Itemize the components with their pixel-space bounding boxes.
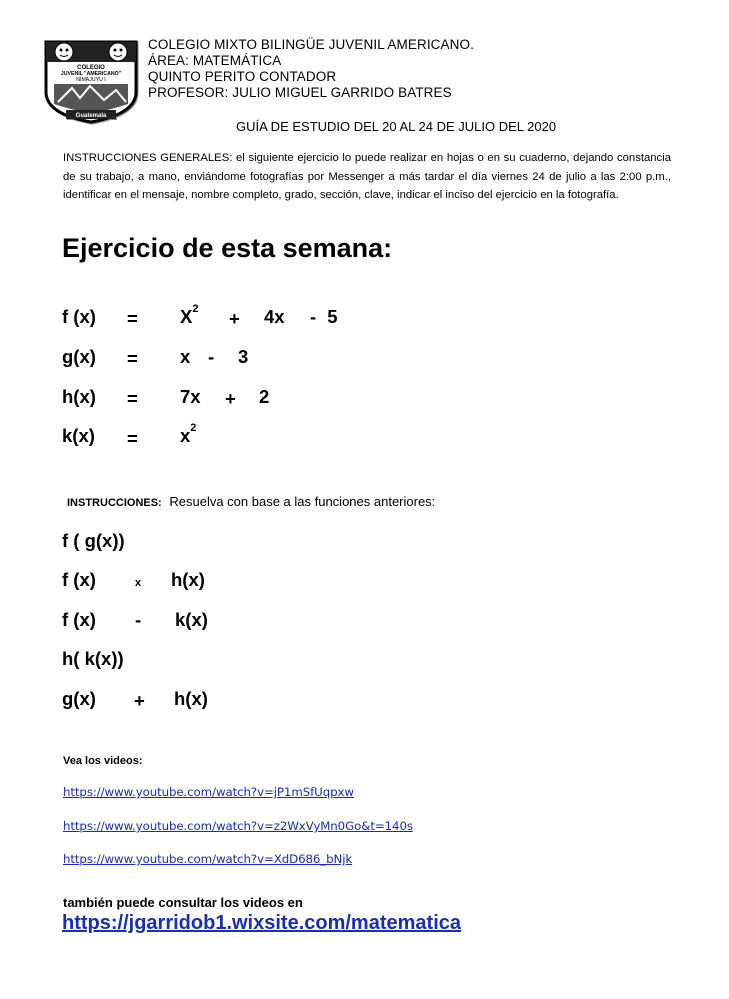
problem-4: h( k(x)) — [62, 648, 124, 669]
site-link[interactable]: https://jgarridob1.wixsite.com/matematica — [62, 912, 461, 934]
guide-title: GUÍA DE ESTUDIO DEL 20 AL 24 DE JULIO DEL 2020 — [236, 119, 557, 134]
function-f-term-4x: 4x — [264, 306, 285, 327]
function-h-term-7x: 7x — [180, 386, 201, 407]
instructions-text: Resuelva con base a las funciones anteriores: — [169, 494, 436, 509]
logo-line-1: COLEGIO — [77, 65, 105, 71]
header-block — [148, 37, 474, 101]
function-h-plus: + — [225, 388, 236, 409]
problem-3-op: - — [135, 609, 142, 630]
subject-area: ÁREA: MATEMÁTICA — [148, 53, 282, 68]
video-link-2[interactable]: https://www.youtube.com/watch?v=z2WxVyMn0Go&t=140s — [63, 819, 413, 833]
function-g-minus: - — [208, 346, 215, 367]
function-h-term-2: 2 — [259, 386, 270, 407]
teacher: PROFESOR: JULIO MIGUEL GARRIDO BATRES — [148, 85, 452, 100]
problem-5-right: h(x) — [174, 688, 208, 709]
videos-label: Vea los videos: — [63, 755, 143, 767]
video-link-1[interactable]: https://www.youtube.com/watch?v=jP1mSfUqpxw — [63, 785, 354, 799]
logo-banner: Guatemala — [75, 113, 107, 119]
logo-line-2: JUVENIL "AMERICANO" — [60, 71, 122, 77]
exponent: 2 — [190, 422, 197, 434]
school-crest-logo — [44, 40, 138, 124]
function-h-equals: = — [127, 388, 138, 409]
school-name: COLEGIO MIXTO BILINGÜE JUVENIL AMERICANO. — [148, 37, 474, 52]
function-f-plus: + — [229, 308, 240, 329]
problem-3-right: k(x) — [175, 609, 208, 630]
function-g-equals: = — [127, 348, 138, 369]
problem-2-left: f (x) — [62, 569, 96, 590]
function-f-equals: = — [127, 308, 138, 329]
function-g-name: g(x) — [62, 346, 96, 367]
problem-5-op: + — [134, 690, 145, 711]
function-f-minus5: - 5 — [310, 306, 338, 327]
problem-3-left: f (x) — [62, 609, 96, 630]
grade: QUINTO PERITO CONTADOR — [148, 69, 337, 84]
exponent: 2 — [192, 303, 199, 315]
function-f-term-x: $X^2$ — [180, 303, 199, 327]
video-link-3[interactable]: https://www.youtube.com/watch?v=XdD686_bNjk — [63, 852, 353, 866]
general-instructions: INSTRUCCIONES GENERALES: el siguiente ejercicio lo puede realizar en hojas o en su cuaderno, dejando constancia de su trabajo, a mano, enviándome fotografías por Messenger a más tardar el día viernes 24 de julio a las 2:00 p.m., identificar en el mensaje, nombre completo, grado, sección, clave, indicar el inciso del ejercicio en la fotografía. — [63, 152, 671, 201]
problem-1: f ( g(x)) — [62, 530, 125, 551]
also-consult-text: también puede consultar los videos en — [63, 895, 303, 910]
logo-line-3: NIMAJUYU I — [76, 77, 106, 83]
problem-2-right: h(x) — [171, 569, 205, 590]
instructions-line — [67, 494, 435, 509]
exercise-title: Ejercicio de esta semana: — [62, 233, 393, 263]
function-h-name: h(x) — [62, 386, 96, 407]
function-f-name: f (x) — [62, 306, 96, 327]
problem-2-op: x — [135, 577, 142, 589]
function-g-term-x: x — [180, 346, 191, 367]
function-g-term-3: 3 — [238, 346, 249, 367]
function-k-name: k(x) — [62, 425, 95, 446]
problem-5-left: g(x) — [62, 688, 96, 709]
function-k-equals: = — [127, 428, 138, 449]
instructions-label: INSTRUCCIONES: — [67, 497, 162, 509]
function-k-term-x: $x^2$ — [180, 422, 197, 446]
